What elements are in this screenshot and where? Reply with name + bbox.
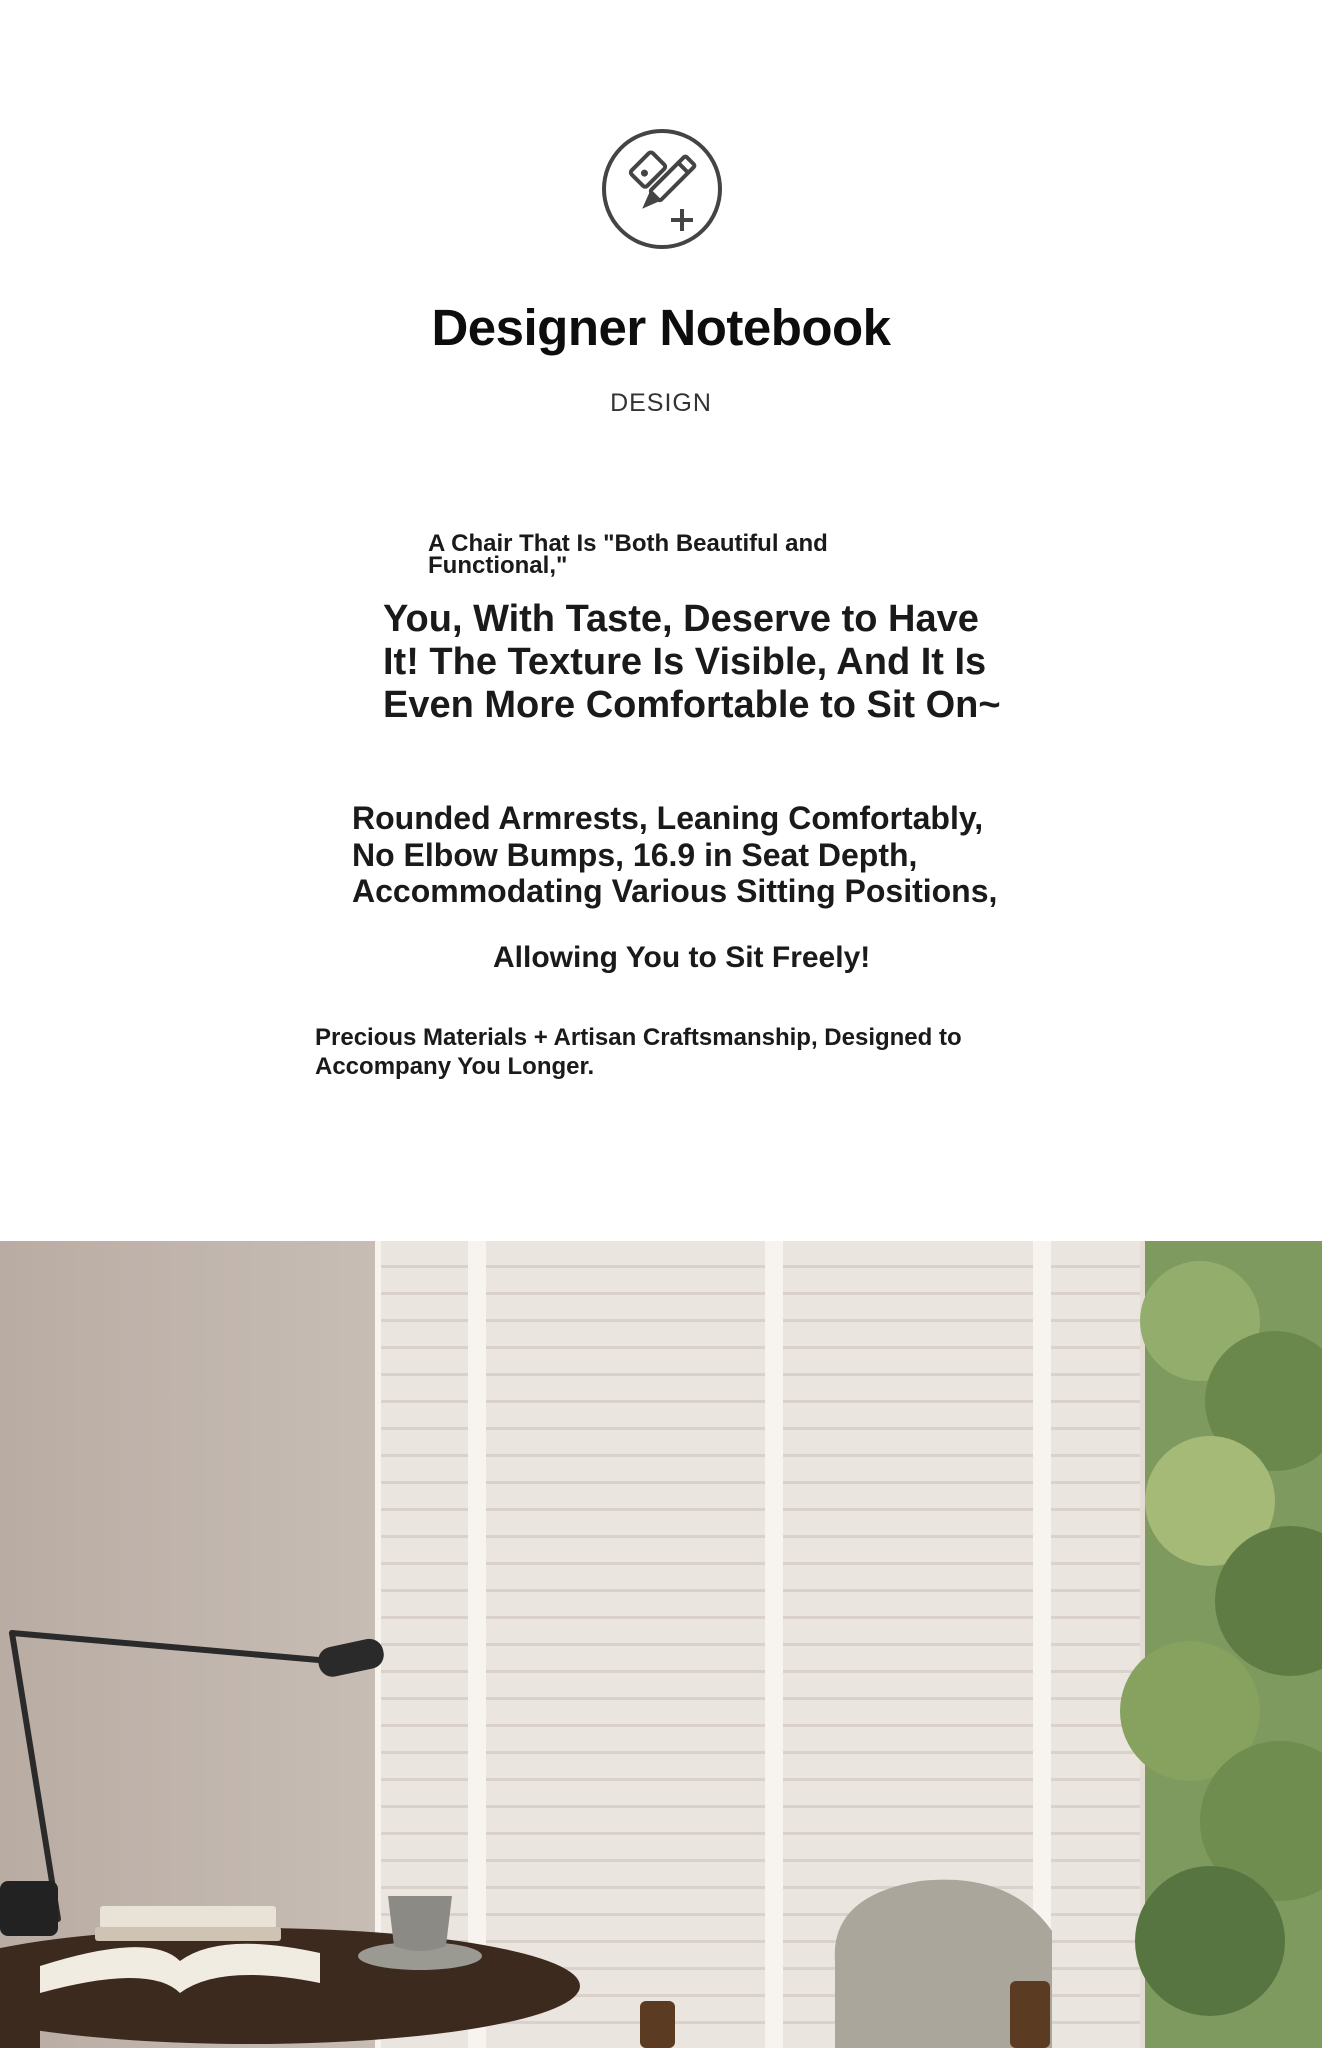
pencil-ruler-plus-icon [600, 127, 724, 251]
feature-text-continued: Allowing You to Sit Freely! [493, 941, 871, 974]
page-title: Designer Notebook [431, 299, 891, 356]
page-subtitle: DESIGN [610, 389, 712, 417]
headline-small: A Chair That Is "Both Beautiful and Functional," [428, 530, 828, 579]
lifestyle-photo [0, 1241, 1322, 2048]
chair-frame [640, 2001, 675, 2048]
feature-text: Rounded Armrests, Leaning Comfortably, No Elbow Bumps, 16.9 in Seat Depth, Accommodating Various Sitting Positions, [352, 800, 998, 909]
headline-large: You, With Taste, Deserve to Have It! The Texture Is Visible, And It Is Even More Comfortable to Sit On~ [383, 598, 1001, 726]
materials-text: Precious Materials + Artisan Craftsmanship, Designed to Accompany You Longer. [315, 1024, 962, 1080]
